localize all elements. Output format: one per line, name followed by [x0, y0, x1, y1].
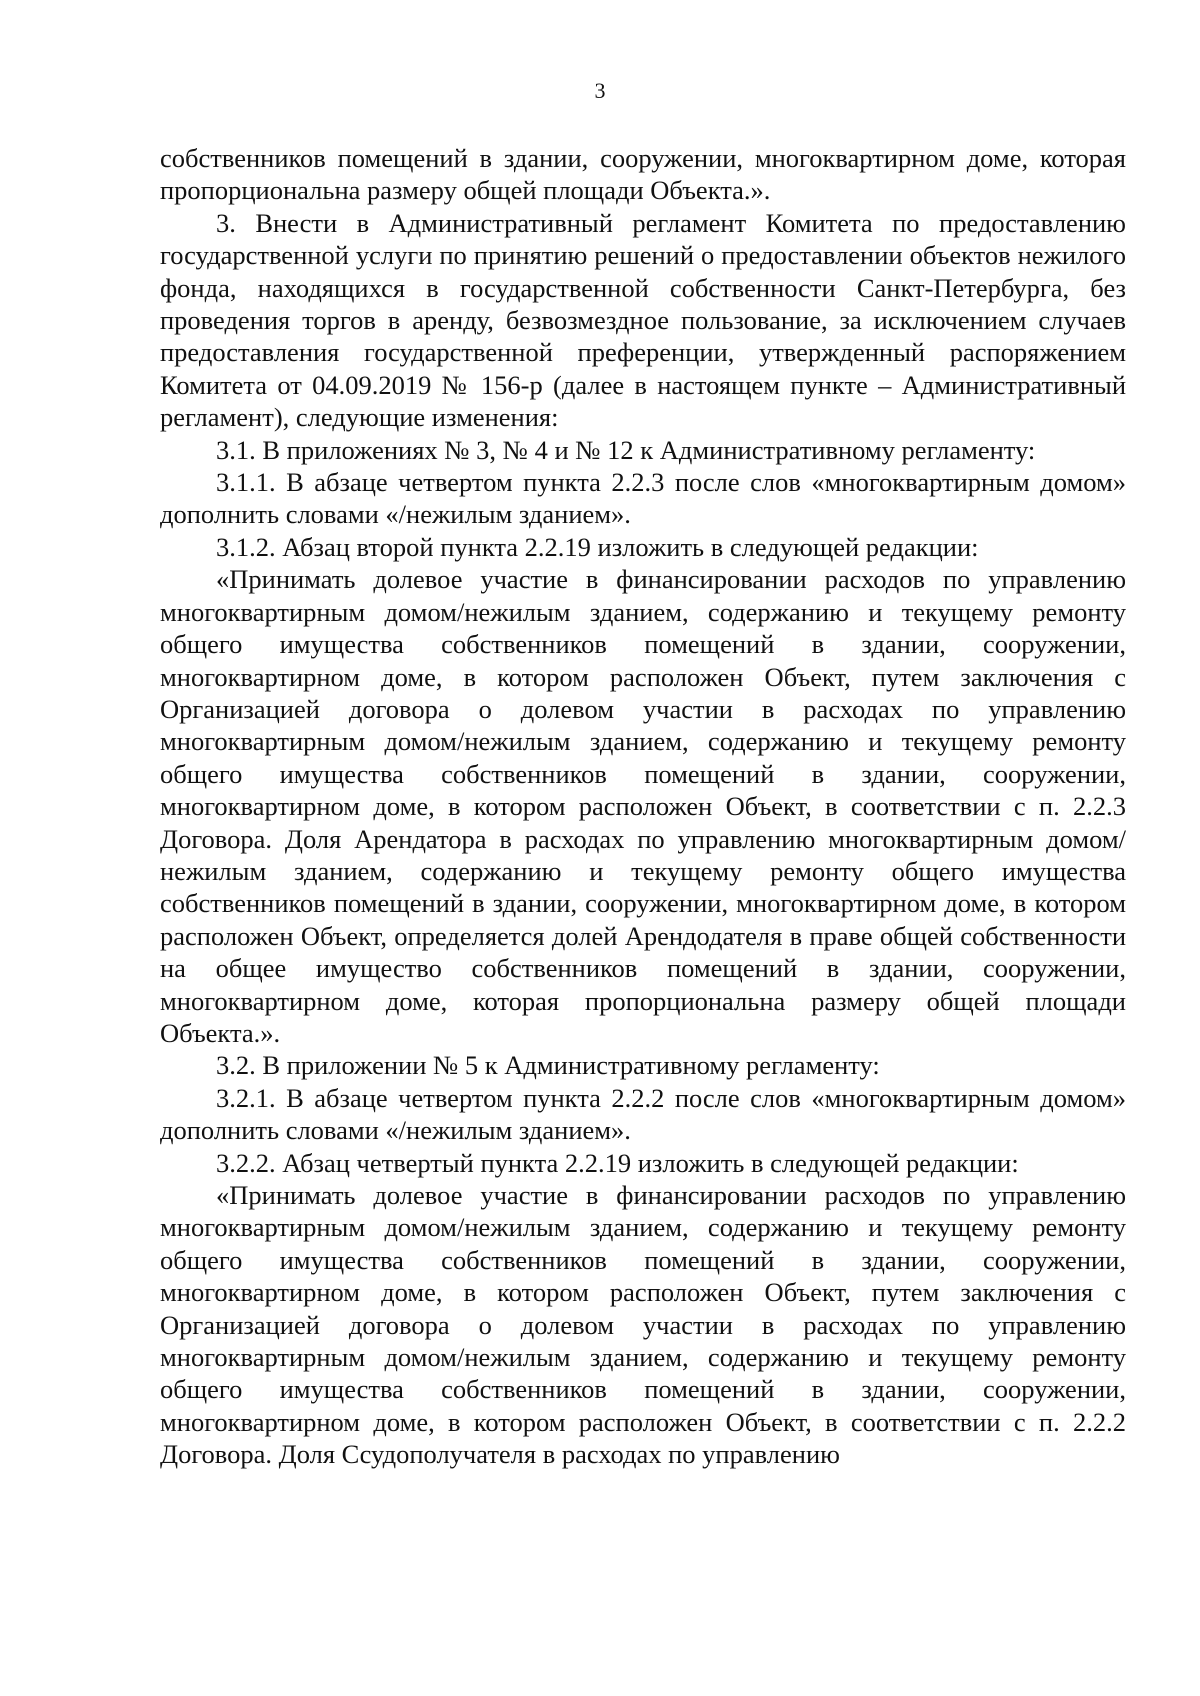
paragraph: 3.1. В приложениях № 3, № 4 и № 12 к Административному регламенту:	[216, 434, 1036, 465]
paragraph: 3. Внести в Административный регламент Комитета по предоставлению государственной услуги по принятию решений о предоставлении объектов нежилого фонда, находящихся в государственной собственности Санкт-Петербурга, без проведения торгов в аренду, безвозмездное пользование, за исключением случаев предоставления государственной преференции, утвержденный распоряжением Комитета от 04.09.2019 № 156-р (далее в настоящем пункте – Административный регламент), следующие изменения:	[160, 207, 1126, 433]
paragraph: «Принимать долевое участие в финансировании расходов по управлению многоквартирным домом/нежилым зданием, содержанию и текущему ремонту общего имущества собственников помещений в здании, сооружении, многоквартирном доме, в котором расположен Объект, путем заключения с Организацией договора о долевом участии в расходах по управлению многоквартирным домом/нежилым зданием, содержанию и текущему ремонту общего имущества собственников помещений в здании, сооружении, многоквартирном доме, в котором расположен Объект, в соответствии с п. 2.2.2 Договора. Доля Ссудополучателя в расходах по управлению	[160, 1180, 1126, 1470]
paragraph: 3.2. В приложении № 5 к Административному регламенту:	[216, 1050, 880, 1081]
paragraph: собственников помещений в здании, сооружении, многоквартирном доме, которая пропорциональна размеру общей площади Объекта.».	[160, 143, 1126, 206]
paragraph: 3.1.1. В абзаце четвертом пункта 2.2.3 после слов «многоквартирным домом» дополнить словами «/нежилым зданием».	[160, 467, 1126, 530]
paragraph: 3.1.2. Абзац второй пункта 2.2.19 изложить в следующей редакции:	[216, 531, 979, 562]
document-body	[160, 142, 1126, 1471]
paragraph: 3.2.1. В абзаце четвертом пункта 2.2.2 после слов «многоквартирным домом» дополнить словами «/нежилым зданием».	[160, 1082, 1126, 1146]
paragraph: «Принимать долевое участие в финансировании расходов по управлению многоквартирным домом/нежилым зданием, содержанию и текущему ремонту общего имущества собственников помещений в здании, сооружении, многоквартирном доме, в котором расположен Объект, путем заключения с Организацией договора о долевом участии в расходах по управлению многоквартирным домом/нежилым зданием, содержанию и текущему ремонту общего имущества собственников помещений в здании, сооружении, многоквартирном доме, в котором расположен Объект, в соответствии с п. 2.2.3 Договора. Доля Арендатора в расходах по управлению многоквартирным домом/нежилым зданием, содержанию и текущему ремонту общего имущества собственников помещений в здании, сооружении, многоквартирном доме, в котором расположен Объект, определяется долей Арендодателя в праве общей собственности на общее имущество собственников помещений в здании, сооружении, многоквартирном доме, которая пропорциональна размеру общей площади Объекта.».	[160, 564, 1126, 1048]
page-number: 3	[594, 78, 606, 103]
paragraph: 3.2.2. Абзац четвертый пункта 2.2.19 изложить в следующей редакции:	[216, 1147, 1019, 1178]
